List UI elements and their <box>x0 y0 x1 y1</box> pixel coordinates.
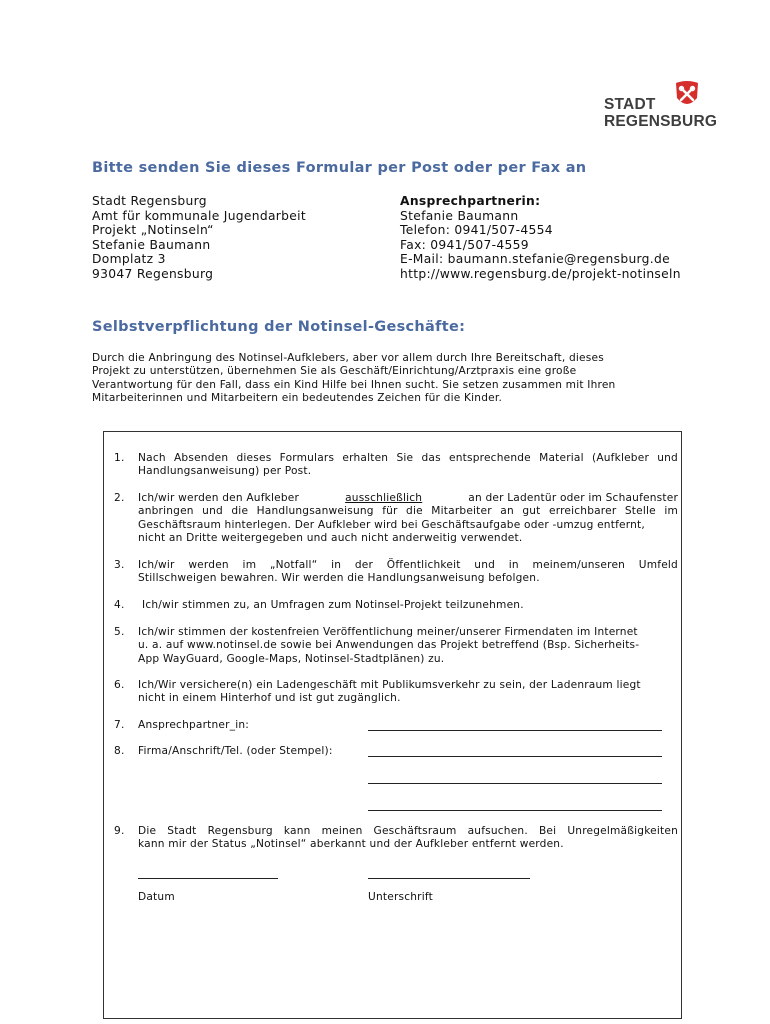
commitment-box <box>103 431 682 1019</box>
company-field-line-3[interactable] <box>368 810 662 811</box>
address-line: Amt für kommunale Jugendarbeit <box>92 208 306 223</box>
item-line: App WayGuard, Google-Maps, Notinsel-Stadtplänen) zu. <box>138 652 445 665</box>
address-line: Projekt „Notinseln“ <box>92 223 214 238</box>
recipient-address <box>92 194 306 282</box>
logo-line-1: STADT <box>604 96 656 113</box>
item-line: u. a. auf www.notinsel.de sowie bei Anwendungen das Projekt betreffend (Bsp. Sicherheits- <box>138 639 640 652</box>
date-field[interactable] <box>138 878 278 879</box>
intro-line: Verantwortung für den Fall, dass ein Kind Hilfe bei Ihnen sucht. Sie setzen zusammen mit Ihren <box>92 378 616 391</box>
item-number: 3. <box>114 559 125 571</box>
company-label: Firma/Anschrift/Tel. (oder Stempel): <box>138 745 333 757</box>
item-line: Nach Absenden dieses Formulars erhalten Sie das entsprechende Material (Aufkleber und <box>138 452 678 464</box>
item-line: Ich/wir stimmen zu, an Umfragen zum Notinsel-Projekt teilzunehmen. <box>142 599 524 611</box>
address-line: 93047 Regensburg <box>92 266 214 281</box>
item-number: 5. <box>114 626 125 638</box>
company-field-line-2[interactable] <box>368 783 662 784</box>
item-line: Geschäftsraum hinterlegen. Der Aufkleber wird bei Geschäftsaufgabe oder -umzug entfernt, <box>138 518 645 531</box>
item-line: Ich/wir stimmen der kostenfreien Veröffentlichung meiner/unserer Firmendaten im Internet <box>138 626 638 638</box>
signature-label: Unterschrift <box>368 891 433 903</box>
item-line: an der Ladentür oder im Schaufenster <box>468 492 678 504</box>
item-line: nicht in einem Hinterhof und ist gut zugänglich. <box>138 692 401 705</box>
contact-email[interactable]: E-Mail: baumann.stefanie@regensburg.de <box>400 252 670 267</box>
contact-person-label: Ansprechpartner_in: <box>138 719 250 731</box>
address-line: Stadt Regensburg <box>92 194 207 208</box>
address-line: Stefanie Baumann <box>92 237 211 252</box>
section-heading: Selbstverpflichtung der Notinsel-Geschäfte: <box>92 319 466 335</box>
item-line: Ich/Wir versichere(n) ein Ladengeschäft mit Publikumsverkehr zu sein, der Ladenraum liegt <box>138 679 641 691</box>
item-number: 4. <box>114 599 125 611</box>
item-line: kann mir der Status „Notinsel“ aberkannt und der Aufkleber entfernt werden. <box>138 838 564 851</box>
intro-line: Projekt zu unterstützen, übernehmen Sie als Geschäft/Einrichtung/Arztpraxis eine große <box>92 365 577 378</box>
item-number: 7. <box>114 719 125 731</box>
item-line: Stillschweigen bewahren. Wir werden die Handlungsanweisung befolgen. <box>138 572 540 585</box>
address-line: Domplatz 3 <box>92 252 166 267</box>
contact-line: Telefon: 0941/507-4554 <box>400 223 553 238</box>
item-number: 2. <box>114 492 125 504</box>
contact-line: Stefanie Baumann <box>400 208 519 223</box>
item-number: 6. <box>114 679 125 691</box>
item-line: Ich/wir werden im „Notfall“ in der Öffentlichkeit und in meinem/unseren Umfeld <box>138 559 678 571</box>
signature-field[interactable] <box>368 878 530 879</box>
item-number: 8. <box>114 745 125 757</box>
intro-line: Mitarbeiterinnen und Mitarbeitern ein bedeutendes Zeichen für die Kinder. <box>92 392 503 405</box>
item-number: 1. <box>114 452 125 464</box>
contact-person-field[interactable] <box>368 730 662 731</box>
item-line: Handlungsanweisung) per Post. <box>138 465 312 478</box>
contact-person <box>400 194 681 282</box>
item-number: 9. <box>114 825 125 837</box>
stadt-regensburg-logo <box>604 80 716 132</box>
intro-line: Durch die Anbringung des Notinsel-Aufklebers, aber vor allem durch Ihre Bereitschaft, dieses <box>92 352 604 364</box>
emphasis-text: ausschließlich <box>345 492 423 504</box>
contact-title: Ansprechpartnerin: <box>400 194 541 208</box>
item-line: anbringen und die Handlungsanweisung für die Mitarbeiter an gut erreichbarer Stelle im <box>138 505 678 518</box>
coat-of-arms-icon <box>674 80 700 110</box>
item-line: nicht an Dritte weitergegeben und auch nicht anderweitig verwendet. <box>138 531 523 544</box>
send-form-heading: Bitte senden Sie dieses Formular per Post oder per Fax an <box>92 160 587 176</box>
logo-line-2: REGENSBURG <box>604 113 718 130</box>
date-label: Datum <box>138 891 175 903</box>
intro-paragraph <box>92 352 692 406</box>
item-line: Die Stadt Regensburg kann meinen Geschäftsraum aufsuchen. Bei Unregelmäßigkeiten <box>138 825 678 837</box>
item-line: Ich/wir werden den Aufkleber <box>138 492 300 504</box>
company-field-line-1[interactable] <box>368 756 662 757</box>
contact-line: Fax: 0941/507-4559 <box>400 237 529 252</box>
contact-url[interactable]: http://www.regensburg.de/projekt-notinseln <box>400 266 681 281</box>
